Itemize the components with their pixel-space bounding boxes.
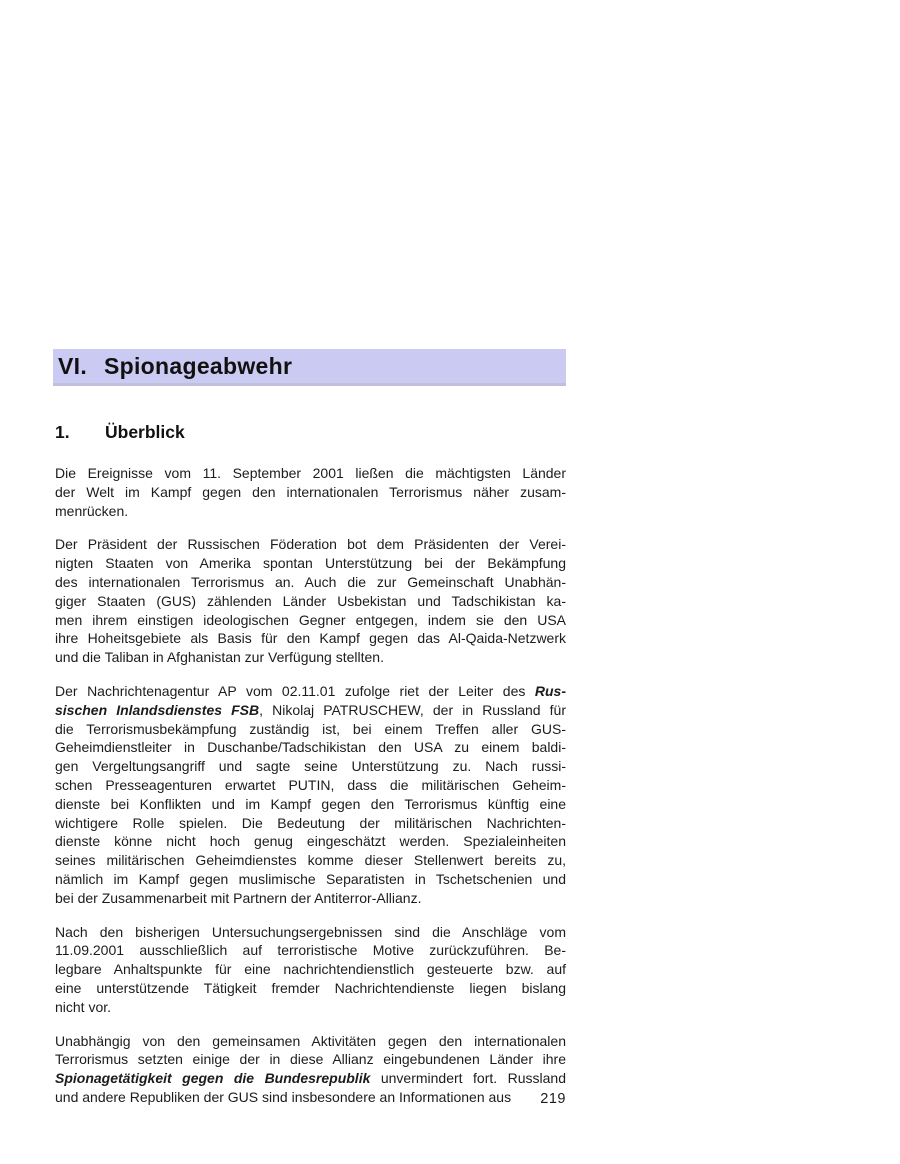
text-line: nämlich im Kampf gegen muslimische Separatisten in Tschetschenien und	[55, 870, 566, 887]
text-line: dienste bei Konflikten und im Kampf gegen den Terrorismus künftig eine	[55, 795, 566, 812]
text-line: seines militärischen Geheimdienstes komme dieser Stellenwert bereits zu,	[55, 852, 566, 869]
text-line: bei der Zusammenarbeit mit Partnern der Antiterror-Allianz.	[55, 889, 422, 906]
text-line: des internationalen Terrorismus an. Auch die zur Gemeinschaft Unabhän-	[55, 573, 566, 590]
text-line: sischen Inlandsdienstes FSB, Nikolaj PATRUSCHEW, der in Russland für	[55, 701, 566, 718]
text-line: menrücken.	[55, 502, 129, 519]
section-heading	[55, 422, 566, 443]
text-line: gen Vergeltungsangriff und sagte seine Unterstützung zu. Nach russi-	[55, 758, 566, 775]
text-line: und die Taliban in Afghanistan zur Verfügung stellten.	[55, 649, 384, 666]
chapter-number: VI.	[58, 352, 88, 379]
section-title: Überblick	[105, 422, 185, 442]
paragraph	[55, 464, 566, 520]
text-line: Der Präsident der Russischen Föderation bot dem Präsidenten der Verei-	[55, 536, 566, 553]
text-line: Unabhängig von den gemeinsamen Aktivitäten gegen den internationalen	[55, 1032, 566, 1049]
body-text	[55, 464, 566, 1107]
text-line: Nach den bisherigen Untersuchungsergebnissen sind die Anschläge vom	[55, 923, 566, 940]
text-line: die Terrorismusbekämpfung zuständig ist, bei einem Treffen aller GUS-	[55, 720, 566, 737]
chapter-heading-band	[53, 349, 566, 386]
text-line: wichtigere Rolle spielen. Die Bedeutung der militärischen Nachrichten-	[55, 814, 566, 831]
text-line: eine unterstützende Tätigkeit fremder Nachrichtendienste liegen bislang	[55, 979, 566, 996]
text-line: der Welt im Kampf gegen den internationalen Terrorismus näher zusam-	[55, 483, 566, 500]
text-line: legbare Anhaltspunkte für eine nachrichtendienstlich gesteuerte bzw. auf	[55, 961, 566, 978]
text-line: Terrorismus setzten einige der in diese Allianz eingebundenen Länder ihre	[55, 1051, 566, 1068]
bold-italic-text: Spionagetätigkeit gegen die Bundesrepublik	[55, 1070, 371, 1087]
text-line: Die Ereignisse vom 11. September 2001 ließen die mächtigsten Länder	[55, 465, 566, 481]
text-line: und andere Republiken der GUS sind insbesondere an Informationen aus	[55, 1088, 512, 1105]
text-line: nicht vor.	[55, 998, 112, 1015]
text-line: nigten Staaten von Amerika spontan Unterstützung bei der Bekämpfung	[55, 555, 566, 572]
paragraph	[55, 923, 566, 1017]
bold-italic-text: Rus-	[534, 682, 566, 699]
text-line: ihre Hoheitsgebiete als Basis für den Kampf gegen das Al-Qaida-Netzwerk	[55, 630, 566, 647]
section-number: 1.	[55, 422, 70, 442]
page-number: 219	[540, 1091, 566, 1107]
paragraph	[55, 682, 566, 908]
text-line: giger Staaten (GUS) zählenden Länder Usbekistan und Tadschikistan ka-	[55, 592, 566, 609]
text-column	[53, 349, 566, 1122]
paragraph	[55, 535, 566, 667]
bold-italic-text: sischen Inlandsdienstes FSB	[55, 701, 260, 718]
text-line: Spionagetätigkeit gegen die Bundesrepublik unvermindert fort. Russland	[55, 1070, 566, 1087]
text-line: men ihrem einstigen ideologischen Gegner entgegen, indem sie den USA	[55, 611, 566, 628]
text-line: Der Nachrichtenagentur AP vom 02.11.01 zufolge riet der Leiter des Rus-	[55, 682, 566, 699]
text-line: 11.09.2001 ausschließlich auf terroristische Motive zurückzuführen. Be-	[55, 942, 566, 959]
chapter-title: Spionageabwehr	[104, 352, 293, 379]
text-line: dienste könne nicht hoch genug eingeschätzt werden. Spezialeinheiten	[55, 833, 566, 850]
text-line: schen Presseagenturen erwartet PUTIN, dass die militärischen Geheim-	[55, 776, 566, 793]
text-line: Geheimdienstleiter in Duschanbe/Tadschikistan den USA zu einem baldi-	[55, 739, 566, 756]
